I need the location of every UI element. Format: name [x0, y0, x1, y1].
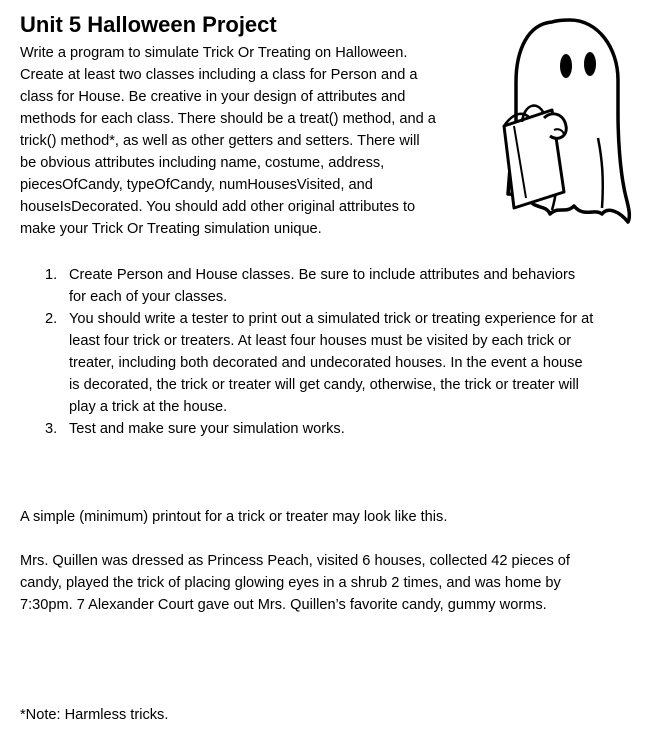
intro-line: Create at least two classes including a class for Person and a — [20, 67, 418, 83]
intro-line: make your Trick Or Treating simulation unique. — [20, 221, 322, 237]
instructions-list — [20, 264, 650, 440]
intro-line: trick() method*, as well as other getters and setters. There will — [20, 133, 420, 149]
list-item-number: 3. — [45, 421, 58, 437]
intro-line: Write a program to simulate Trick Or Treating on Halloween. — [20, 45, 408, 61]
list-item-line: Create Person and House classes. Be sure to include attributes and behaviors — [69, 267, 576, 283]
list-item — [20, 418, 650, 440]
intro-line: houseIsDecorated. You should add other original attributes to — [20, 199, 416, 215]
ghost-with-bag-icon — [494, 18, 636, 230]
page-title: Unit 5 Halloween Project — [20, 12, 277, 37]
sample-output-paragraph — [20, 550, 650, 616]
sample-line: 7:30pm. 7 Alexander Court gave out Mrs. Quillen’s favorite candy, gummy worms. — [20, 597, 547, 613]
list-item — [20, 264, 650, 308]
sample-intro: A simple (minimum) printout for a trick or treater may look like this. — [20, 509, 448, 525]
intro-line: piecesOfCandy, typeOfCandy, numHousesVisited, and — [20, 177, 373, 193]
intro-line: methods for each class. There should be a treat() method, and a — [20, 111, 436, 127]
list-item-line: Test and make sure your simulation works. — [69, 421, 345, 437]
list-item-line: least four trick or treaters. At least four houses must be visited by each trick or — [69, 333, 572, 349]
sample-line: candy, played the trick of placing glowing eyes in a shrub 2 times, and was home by — [20, 575, 561, 591]
list-item-line: play a trick at the house. — [69, 399, 228, 415]
list-item-number: 2. — [45, 311, 58, 327]
list-item-line: You should write a tester to print out a simulated trick or treating experience for at — [69, 311, 594, 327]
sample-line: Mrs. Quillen was dressed as Princess Peach, visited 6 houses, collected 42 pieces of — [20, 553, 570, 569]
list-item-line: is decorated, the trick or treater will get candy, otherwise, the trick or treater will — [69, 377, 579, 393]
intro-paragraph — [20, 42, 490, 240]
footnote: *Note: Harmless tricks. — [20, 707, 169, 723]
intro-line: be obvious attributes including name, costume, address, — [20, 155, 385, 171]
list-item-line: treater, including both decorated and undecorated houses. In the event a house — [69, 355, 583, 371]
list-item — [20, 308, 650, 418]
list-item-number: 1. — [45, 267, 58, 283]
intro-line: class for House. Be creative in your design of attributes and — [20, 89, 406, 105]
list-item-line: for each of your classes. — [69, 289, 228, 305]
